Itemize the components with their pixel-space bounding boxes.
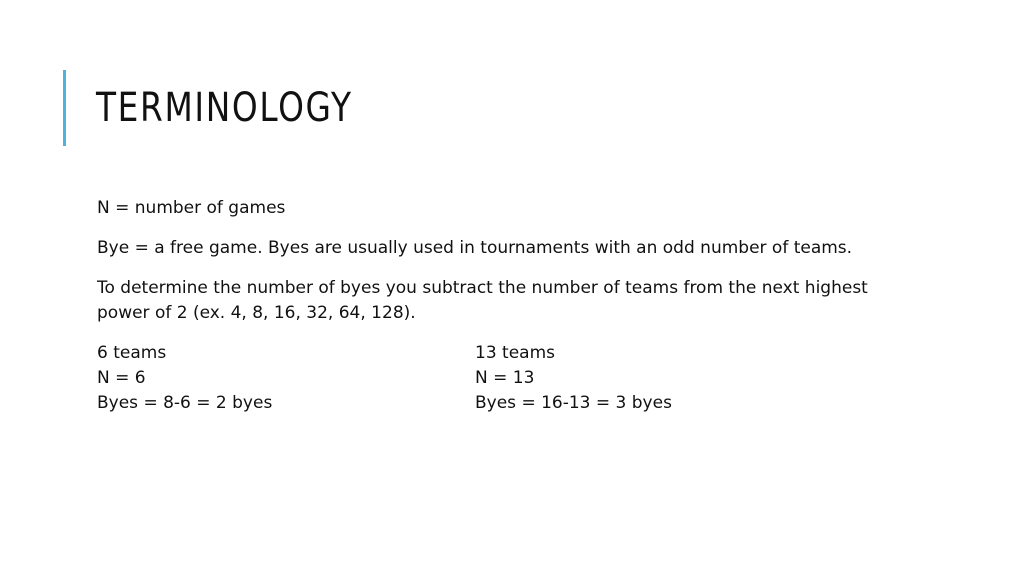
slide-body: [97, 196, 877, 416]
byes-explanation: To determine the number of byes you subtract the number of teams from the next highest power of 2 (ex. 4, 8, 16, 32, 64, 128).: [97, 278, 868, 323]
example-13-teams: [475, 341, 853, 416]
examples: [97, 341, 877, 416]
example-teams: 13 teams: [475, 343, 555, 363]
example-n: N = 6: [97, 368, 146, 388]
example-teams: 6 teams: [97, 343, 167, 363]
example-n: N = 13: [475, 368, 535, 388]
example-6-teams: [97, 341, 475, 416]
definition-n: N = number of games: [97, 198, 286, 218]
title-accent-bar: [63, 70, 66, 146]
slide-title: TERMINOLOGY: [96, 85, 353, 131]
example-byes: Byes = 8-6 = 2 byes: [97, 393, 273, 413]
example-byes: Byes = 16-13 = 3 byes: [475, 393, 672, 413]
definition-bye: Bye = a free game. Byes are usually used in tournaments with an odd number of teams.: [97, 238, 853, 258]
